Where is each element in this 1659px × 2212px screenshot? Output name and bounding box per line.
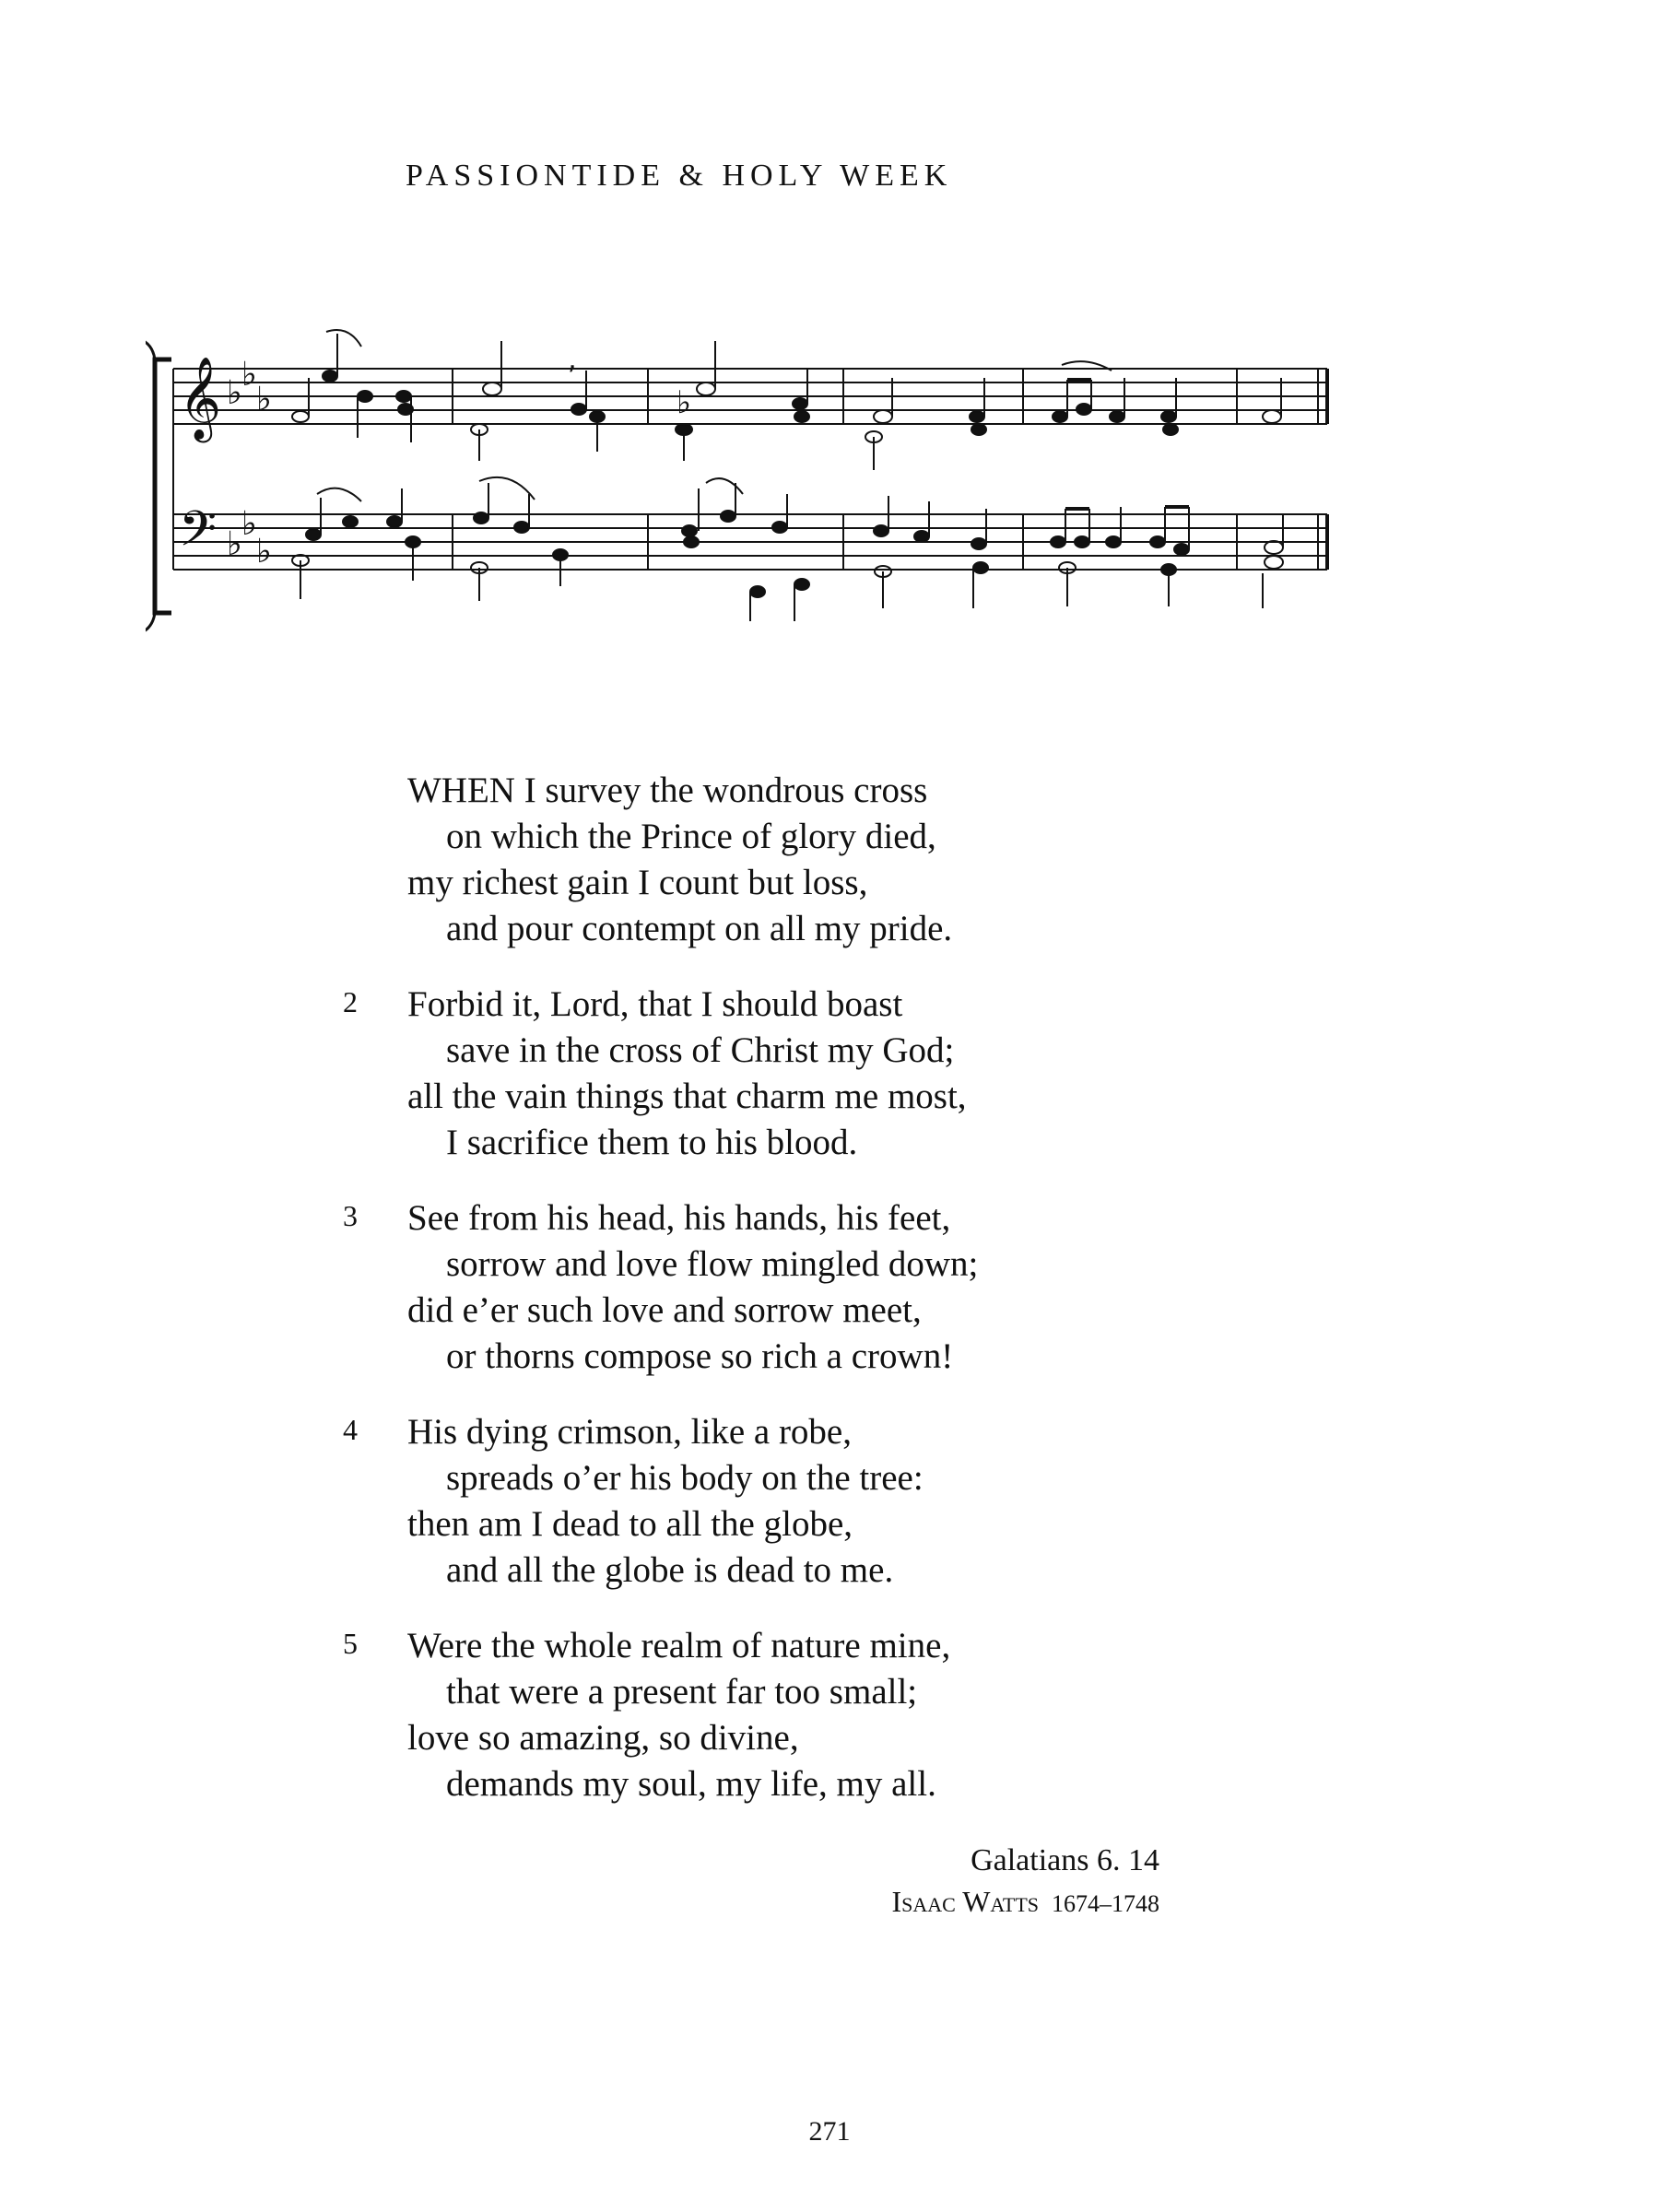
hymn-tune-score [146, 313, 1344, 654]
verse-line: did e’er such love and sorrow meet, [407, 1290, 922, 1330]
verse-line: demands my soul, my life, my all. [446, 1764, 936, 1804]
svg-text:♭: ♭ [677, 384, 692, 421]
verse-line: love so amazing, so divine, [407, 1718, 799, 1758]
verse-line: then am I dead to all the globe, [407, 1504, 853, 1544]
svg-text:♭: ♭ [227, 525, 242, 563]
verse-line: and pour contempt on all my pride. [446, 909, 953, 948]
author-credit [891, 1881, 1159, 1924]
scripture-reference: Galatians 6. 14 [971, 1843, 1159, 1877]
verse-line: Were the whole realm of nature mine, [407, 1626, 951, 1665]
verse-line: all the vain things that charm me most, [407, 1077, 967, 1116]
verse-1 [332, 768, 1346, 952]
verse-line: my richest gain I count but loss, [407, 863, 868, 902]
page-header: PASSIONTIDE & HOLY WEEK [406, 159, 953, 193]
hymn-verses [332, 768, 1346, 1837]
svg-text:𝄢: 𝄢 [179, 501, 218, 570]
svg-text:♭: ♭ [241, 505, 257, 543]
verse-2 [332, 982, 1346, 1166]
verse-line: WHEN I survey the wondrous cross [407, 771, 928, 810]
svg-text:♭: ♭ [241, 356, 257, 394]
svg-text:𝄞: 𝄞 [179, 357, 222, 440]
verse-5 [332, 1623, 1346, 1807]
verse-line: or thorns compose so rich a crown! [446, 1336, 954, 1376]
verse-line: I sacrifice them to his blood. [446, 1123, 858, 1162]
verse-line: on which the Prince of glory died, [446, 817, 936, 856]
verse-4 [332, 1409, 1346, 1594]
verse-line: spreads o’er his body on the tree: [446, 1458, 924, 1498]
hymn-source [891, 1841, 1159, 1924]
verse-line: and all the globe is dead to me. [446, 1550, 894, 1590]
svg-text:,: , [568, 344, 577, 376]
verse-line: save in the cross of Christ my God; [446, 1030, 955, 1070]
verse-3 [332, 1195, 1346, 1380]
svg-text:♭: ♭ [227, 374, 242, 412]
verse-line: sorrow and love flow mingled down; [446, 1244, 979, 1284]
author-dates: 1674–1748 [1052, 1890, 1159, 1917]
verse-line: that were a present far too small; [446, 1672, 918, 1712]
verse-number: 4 [343, 1413, 358, 1446]
svg-text:♭: ♭ [256, 533, 272, 571]
verse-number: 5 [343, 1627, 358, 1660]
svg-text:♭: ♭ [256, 381, 272, 418]
verse-line: Forbid it, Lord, that I should boast [407, 984, 903, 1024]
verse-number: 2 [343, 985, 358, 1018]
verse-line: See from his head, his hands, his feet, [407, 1198, 951, 1238]
page-number: 271 [808, 2116, 851, 2147]
verse-number: 3 [343, 1199, 358, 1232]
verse-line: His dying crimson, like a robe, [407, 1412, 852, 1452]
author-name: Isaac Watts [891, 1885, 1039, 1918]
